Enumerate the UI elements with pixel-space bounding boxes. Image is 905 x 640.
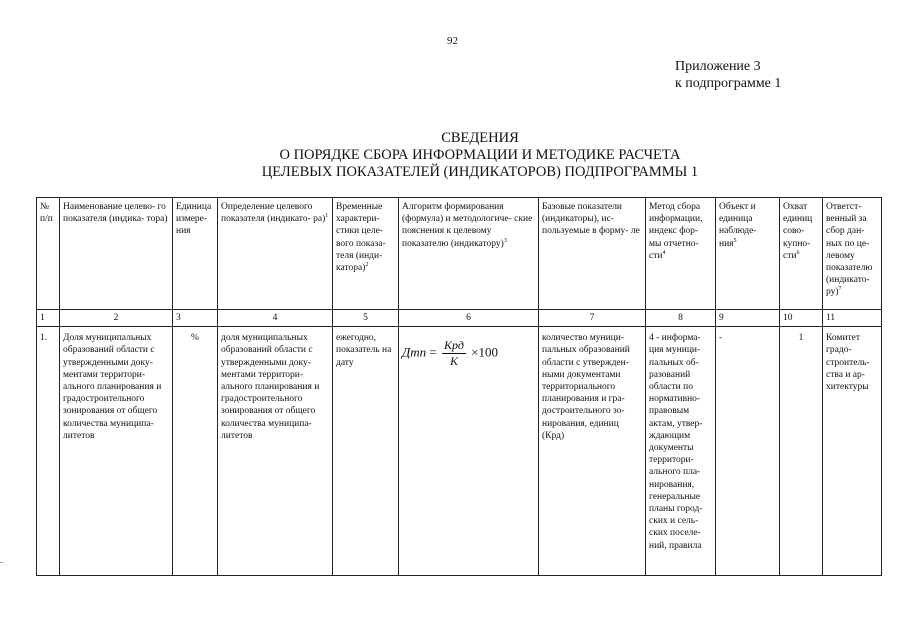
indicator-coverage: 1 (780, 327, 823, 576)
appendix-note (675, 58, 781, 92)
header-cell: Определение целевого показателя (индикато- ра)$^1$ (218, 198, 333, 310)
formula-fraction (442, 338, 466, 369)
column-number: 11 (823, 310, 882, 327)
header-cell: Ответст- венный за сбор дан- ных по це- левому показателю (индикато- ру)$^7$ (823, 198, 882, 310)
document-title (180, 130, 780, 181)
header-cell: Алгоритм формирования (формула) и методологиче- ские пояснения к целевому показателю (индикатору)$^3$ (399, 198, 539, 310)
indicator-name: Доля муниципальных образований области с утвержденными доку- ментами территори- ального планирования и градостроительного зонирования от общего количества муниципа- литетов (60, 327, 173, 576)
header-cell: Базовые показатели (индикаторы), ис- пользуемые в форму- ле (539, 198, 646, 310)
column-number: 3 (173, 310, 218, 327)
header-cell: Единица измере- ния (173, 198, 218, 310)
formula-lhs: Дтп (402, 344, 427, 360)
column-number: 5 (333, 310, 399, 327)
table-row (37, 327, 882, 576)
column-number: 1 (37, 310, 60, 327)
header-cell: Охват единиц сово- купно- сти$^6$ (780, 198, 823, 310)
title-line3: ЦЕЛЕВЫХ ПОКАЗАТЕЛЕЙ (ИНДИКАТОРОВ) ПОДПРОГРАММЫ 1 (261, 164, 699, 180)
indicator-unit: % (173, 327, 218, 576)
column-number: 10 (780, 310, 823, 327)
header-cell: Временные характери- стики целе- вого показа- теля (инди- катора)$^2$ (333, 198, 399, 310)
indicator-timing: ежегодно, показатель на дату (333, 327, 399, 576)
indicators-table (36, 197, 882, 576)
formula-multiplier: ×100 (471, 344, 498, 360)
indicator-object: - (716, 327, 780, 576)
indicator-formula (399, 327, 539, 576)
column-number: 7 (539, 310, 646, 327)
column-number-row (37, 310, 882, 327)
title-line2: О ПОРЯДКЕ СБОРА ИНФОРМАЦИИ И МЕТОДИКЕ РАСЧЕТА (279, 147, 681, 163)
indicator-responsible: Комитет градо- строитель- ства и ар- хитектуры (823, 327, 882, 576)
formula-denominator: К (449, 354, 458, 369)
table-header-row (37, 198, 882, 310)
formula-numerator: Крд (444, 338, 464, 353)
indicator-definition: доля муниципальных образований области с утвержденными доку- ментами территори- ального планирования и градостроительного зонирования от общего количества муниципа- литетов (218, 327, 333, 576)
header-cell: Наименование целево- го показателя (индика- тора) (60, 198, 173, 310)
header-cell: № п/п (37, 198, 60, 310)
indicator-method: 4 - информа- ция муници- пальных об- разований области по нормативно- правовым актам, утвер- ждающим документы территори- ального пла- нирования, генеральные планы город- ских и сель- ских поселе- ний, правила (646, 327, 716, 576)
formula (402, 332, 535, 369)
column-number: 9 (716, 310, 780, 327)
column-number: 2 (60, 310, 173, 327)
scan-edge-mark (0, 562, 3, 563)
column-number: 6 (399, 310, 539, 327)
column-number: 8 (646, 310, 716, 327)
title-line1: СВЕДЕНИЯ (441, 130, 519, 146)
row-number: 1. (37, 327, 60, 576)
page-number: 92 (447, 35, 458, 47)
appendix-line1: Приложение 3 (675, 59, 761, 74)
column-number: 4 (218, 310, 333, 327)
appendix-line2: к подпрограмме 1 (675, 76, 782, 91)
indicator-base: количество муници- пальных образований области с утвержден- ными документами территориального планирования и гра- достроительного зо- нирования, единиц (Крд) (539, 327, 646, 576)
header-cell: Объект и единица наблюде- ния$^5$ (716, 198, 780, 310)
header-cell: Метод сбора информации, индекс фор- мы отчетно- сти$^4$ (646, 198, 716, 310)
formula-eq: = (429, 344, 437, 360)
